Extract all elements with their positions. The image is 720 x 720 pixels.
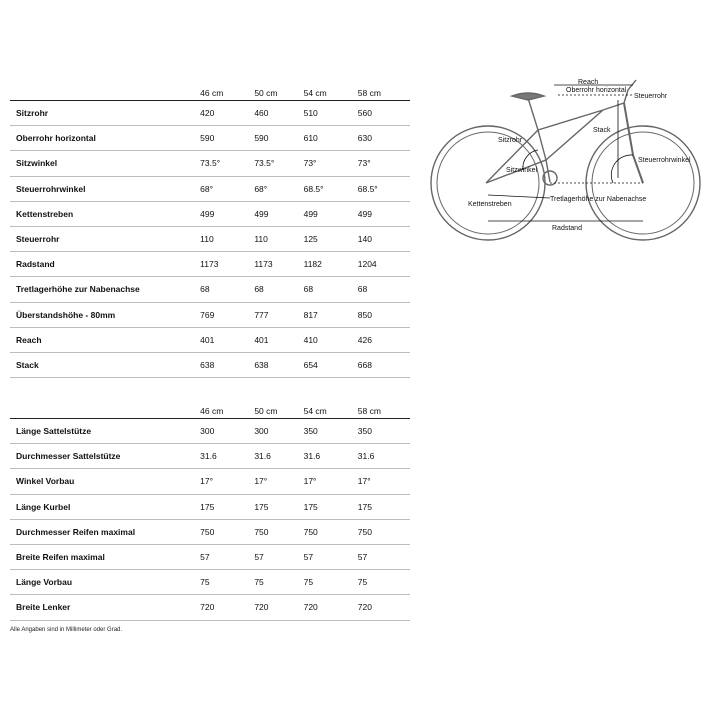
label-head-tube: Steuerrohr: [634, 93, 668, 100]
row-value: 638: [254, 352, 303, 377]
row-label: Breite Reifen maximal: [10, 544, 200, 569]
size-header: 50 cm: [254, 396, 303, 419]
components-header-row: [10, 396, 410, 419]
row-label: Kettenstreben: [10, 201, 200, 226]
row-value: 57: [358, 544, 410, 569]
rear-wheel: [431, 126, 545, 240]
components-table: [10, 396, 410, 621]
size-header: 46 cm: [200, 396, 254, 419]
row-value: 110: [200, 226, 254, 251]
row-label: Sitzwinkel: [10, 151, 200, 176]
row-value: 510: [304, 101, 358, 126]
label-seat-angle: Sitzwinkel: [506, 167, 538, 174]
bike-geometry-diagram: [428, 70, 708, 245]
row-label: Durchmesser Sattelstütze: [10, 444, 200, 469]
row-value: 720: [304, 595, 358, 620]
row-label: Stack: [10, 352, 200, 377]
row-value: 68.5°: [358, 176, 410, 201]
table-row: [10, 519, 410, 544]
row-value: 17°: [254, 469, 303, 494]
table-row: [10, 444, 410, 469]
row-value: 720: [254, 595, 303, 620]
row-value: 140: [358, 226, 410, 251]
row-value: 68°: [200, 176, 254, 201]
row-value: 175: [304, 494, 358, 519]
row-value: 75: [200, 570, 254, 595]
row-value: 850: [358, 302, 410, 327]
row-value: 350: [304, 419, 358, 444]
row-value: 750: [200, 519, 254, 544]
row-value: 499: [304, 201, 358, 226]
fork: [624, 103, 643, 183]
table-row: [10, 126, 410, 151]
row-value: 750: [358, 519, 410, 544]
row-label: Oberrohr horizontal: [10, 126, 200, 151]
table-row: [10, 277, 410, 302]
row-value: 75: [358, 570, 410, 595]
row-label: Länge Vorbau: [10, 570, 200, 595]
row-value: 68°: [254, 176, 303, 201]
row-value: 590: [200, 126, 254, 151]
row-value: 31.6: [200, 444, 254, 469]
table-row: [10, 101, 410, 126]
row-value: 401: [200, 327, 254, 352]
chainstay-line: [488, 195, 550, 198]
row-label: Steuerrohrwinkel: [10, 176, 200, 201]
row-value: 1173: [200, 252, 254, 277]
row-label: Überstandshöhe - 80mm: [10, 302, 200, 327]
row-value: 31.6: [254, 444, 303, 469]
row-value: 560: [358, 101, 410, 126]
row-value: 426: [358, 327, 410, 352]
row-value: 175: [254, 494, 303, 519]
size-header: 58 cm: [358, 78, 410, 101]
label-chainstay: Kettenstreben: [468, 201, 512, 208]
label-bb-height: Tretlagerhöhe zur Nabenachse: [550, 196, 647, 203]
row-label: Winkel Vorbau: [10, 469, 200, 494]
table-row: [10, 327, 410, 352]
label-seat-tube: Sitzrohr: [498, 137, 523, 144]
row-label: Durchmesser Reifen maximal: [10, 519, 200, 544]
row-value: 75: [254, 570, 303, 595]
row-value: 420: [200, 101, 254, 126]
row-value: 31.6: [304, 444, 358, 469]
row-value: 17°: [304, 469, 358, 494]
row-value: 668: [358, 352, 410, 377]
table-row: [10, 494, 410, 519]
row-value: 720: [200, 595, 254, 620]
row-value: 499: [358, 201, 410, 226]
row-value: 175: [358, 494, 410, 519]
row-value: 68: [254, 277, 303, 302]
footnote: Alle Angaben sind in Millimeter oder Grad.: [10, 627, 123, 633]
row-value: 57: [304, 544, 358, 569]
table-row: [10, 352, 410, 377]
label-stack: Stack: [593, 127, 611, 134]
row-value: 125: [304, 226, 358, 251]
row-value: 73°: [358, 151, 410, 176]
row-value: 1182: [304, 252, 358, 277]
row-value: 57: [254, 544, 303, 569]
row-label: Steuerrohr: [10, 226, 200, 251]
table-row: [10, 176, 410, 201]
label-wheelbase: Radstand: [552, 225, 582, 232]
row-value: 499: [200, 201, 254, 226]
row-value: 777: [254, 302, 303, 327]
row-label: Länge Sattelstütze: [10, 419, 200, 444]
row-value: 73°: [304, 151, 358, 176]
row-label: Tretlagerhöhe zur Nabenachse: [10, 277, 200, 302]
row-value: 300: [200, 419, 254, 444]
row-value: 17°: [200, 469, 254, 494]
row-label: Sitzrohr: [10, 101, 200, 126]
label-reach: Reach: [578, 79, 599, 86]
row-value: 610: [304, 126, 358, 151]
header-blank: [10, 396, 200, 419]
geometry-header-row: [10, 78, 410, 101]
size-header: 54 cm: [304, 78, 358, 101]
size-header: 50 cm: [254, 78, 303, 101]
table-row: [10, 302, 410, 327]
row-value: 73.5°: [200, 151, 254, 176]
row-value: 17°: [358, 469, 410, 494]
table-row: [10, 570, 410, 595]
size-header: 54 cm: [304, 396, 358, 419]
row-label: Breite Lenker: [10, 595, 200, 620]
label-top-tube: Oberrohr horizontal: [566, 87, 627, 94]
row-value: 68: [304, 277, 358, 302]
table-row: [10, 469, 410, 494]
head-angle-arc: [611, 155, 633, 183]
row-value: 630: [358, 126, 410, 151]
size-header: 46 cm: [200, 78, 254, 101]
row-value: 750: [254, 519, 303, 544]
row-value: 57: [200, 544, 254, 569]
row-value: 410: [304, 327, 358, 352]
geometry-table: [10, 78, 410, 378]
table-row: [10, 201, 410, 226]
row-value: 300: [254, 419, 303, 444]
row-value: 499: [254, 201, 303, 226]
row-value: 590: [254, 126, 303, 151]
row-value: 401: [254, 327, 303, 352]
row-value: 750: [304, 519, 358, 544]
table-row: [10, 595, 410, 620]
row-value: 654: [304, 352, 358, 377]
row-value: 75: [304, 570, 358, 595]
row-value: 68: [200, 277, 254, 302]
row-value: 460: [254, 101, 303, 126]
size-header: 58 cm: [358, 396, 410, 419]
saddle: [512, 93, 544, 100]
row-value: 769: [200, 302, 254, 327]
row-value: 73.5°: [254, 151, 303, 176]
row-value: 1204: [358, 252, 410, 277]
row-value: 350: [358, 419, 410, 444]
table-row: [10, 419, 410, 444]
row-value: 110: [254, 226, 303, 251]
row-label: Länge Kurbel: [10, 494, 200, 519]
row-label: Radstand: [10, 252, 200, 277]
row-label: Reach: [10, 327, 200, 352]
row-value: 1173: [254, 252, 303, 277]
row-value: 175: [200, 494, 254, 519]
table-row: [10, 252, 410, 277]
label-head-angle: Steuerrohrwinkel: [638, 157, 691, 164]
header-blank: [10, 78, 200, 101]
row-value: 68: [358, 277, 410, 302]
row-value: 638: [200, 352, 254, 377]
table-row: [10, 226, 410, 251]
table-row: [10, 544, 410, 569]
row-value: 31.6: [358, 444, 410, 469]
row-value: 817: [304, 302, 358, 327]
table-row: [10, 151, 410, 176]
row-value: 720: [358, 595, 410, 620]
row-value: 68.5°: [304, 176, 358, 201]
